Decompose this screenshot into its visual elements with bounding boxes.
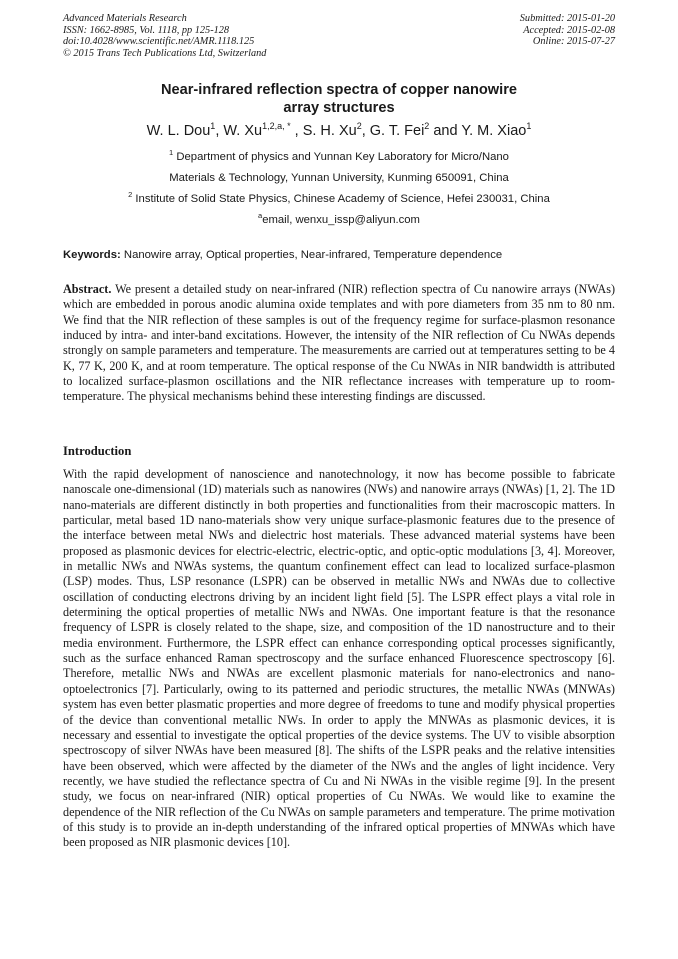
affiliation-2 <box>63 192 615 206</box>
author-name: W. L. Dou <box>146 123 211 139</box>
issn-volume: ISSN: 1662-8985, Vol. 1118, pp 125-128 <box>63 24 230 36</box>
keywords-text: Nanowire array, Optical properties, Near-infrared, Temperature dependence <box>123 249 503 261</box>
affiliation-text: Institute of Solid State Physics, Chinese Academy of Science, Hefei 230031, China <box>135 193 550 205</box>
affiliation-1-continued <box>63 171 615 185</box>
abstract-text: We present a detailed study on near-infrared (NIR) reflection spectra of Cu nanowire arrays (NWAs) which are embedded in porous anodic alumina oxide templates and with pore diameters from 35 nm to 80 nm. We find that the NIR reflection of these samples is out of the frequency regime for surface-plasmon resonance induced by intra- and inter-band excitations. However, the intensity of the NIR reflection of Cu NWAs depends strongly on sample parameters and temperature. The measurements are carried out at temperatures setting to be 4 K, 77 K, 200 K, and at room temperature. The optical response of the Cu NWAs in NIR bandwidth is attributed to localized surface-plasmon oscillations and the NIR reflectance increases with temperature up to room-temperature. The physical mechanisms behind these interesting findings are discussed. <box>63 282 616 404</box>
author-name: Y. M. Xiao <box>461 123 527 139</box>
email-text[interactable]: email, wenxu_issp@aliyun.com <box>262 214 420 226</box>
author-email <box>63 213 615 227</box>
paper-title <box>63 81 615 117</box>
copyright: © 2015 Trans Tech Publications Ltd, Switzerland <box>63 47 267 59</box>
affiliation-mark: 1 <box>169 148 174 157</box>
author-affiliation-mark: 2 <box>356 121 362 131</box>
author-separator: , <box>290 123 303 139</box>
online-date: Online: 2015-07-27 <box>532 36 615 48</box>
author-separator: , <box>215 123 224 139</box>
accepted-date: Accepted: 2015-02-08 <box>523 24 615 36</box>
keywords <box>63 248 615 262</box>
abstract <box>63 282 615 405</box>
abstract-label: Abstract. <box>63 282 112 296</box>
submitted-date: Submitted: 2015-01-20 <box>519 13 615 24</box>
author-affiliation-mark: 1 <box>210 121 216 131</box>
author-name: W. Xu <box>223 123 263 139</box>
affiliation-text: Department of physics and Yunnan Key Laboratory for Micro/Nano <box>176 151 509 163</box>
author-list <box>63 122 615 140</box>
keywords-label: Keywords: <box>63 249 121 261</box>
introduction-heading: Introduction <box>63 444 132 458</box>
author-affiliation-mark: 1,2,a, * <box>262 121 291 131</box>
doi-link[interactable]: doi:10.4028/www.scientific.net/AMR.1118.125 <box>63 36 255 48</box>
affiliation-1 <box>63 150 615 164</box>
author-separator: , <box>361 123 370 139</box>
introduction-body <box>63 467 615 851</box>
publication-dates <box>375 13 615 48</box>
title-line-1: Near-infrared reflection spectra of copper nanowire <box>160 82 517 98</box>
journal-info <box>63 13 363 59</box>
author-name: G. T. Fei <box>369 123 425 139</box>
author-affiliation-mark: 2 <box>424 121 430 131</box>
author-affiliation-mark: 1 <box>526 121 532 131</box>
title-line-2: array structures <box>283 100 395 116</box>
email-mark: a <box>258 211 263 220</box>
author-name: S. H. Xu <box>302 123 357 139</box>
affiliation-text: Materials & Technology, Yunnan University, Kunming 650091, China <box>169 172 509 184</box>
journal-name: Advanced Materials Research <box>63 13 187 24</box>
author-separator: and <box>429 123 462 139</box>
introduction-text: With the rapid development of nanoscience and nanotechnology, it now has become possible to fabricate nanoscale one-dimensional (1D) materials such as nanowires (NWs) and nanowire arrays (NWAs) [1, 2]. The 1D nano-materials are different distinctly in both properties and functionalities from their macroscopic matters. In particular, metal based 1D nano-materials show very unique surface-plasmonic features due to the presence of the interface between metal NWs and dielectric host materials. These advanced material systems have been proposed as plasmonic devices for electric-electric, electric-optic, and optic-optic modulations [3, 4]. Moreover, in metallic NWs and NWAs systems, the quantum confinement effect can lead to localized surface-plasmon (LSP) modes. Thus, LSP resonance (LSPR) can be observed in metallic NWs and NWAs due to collective oscillation of conducting electrons driving by an incident light field [5]. The LSPR effect plays a vital role in determining the optical properties of metallic NWs and NWAs. One important feature is that the resonance frequency of LSPR is closely related to the shape, size, and composition of the 1D nanostructure and to their media environment. Furthermore, the LSPR effect can enhance corresponding optical processes significantly, such as the surface enhanced Raman spectroscopy and the surface enhanced Fluorescence spectroscopy [6]. Therefore, metallic NWs and NWAs are excellent plasmonic materials for nano-electronics and nano-optoelectronics [7]. Particularly, owing to its patterned and periodic structures, the metallic NWAs (MNWAs) system has even better plasmatic properties and more degree of freedoms to tune and modify physical properties of the device than conventional metallic NWs. In order to apply the MNWAs as plasmonic devices, it is necessary and essential to investigate the optical properties of the device systems. The UV to visible absorption spectroscopy of silver NWAs have been measured [8]. The shifts of the LSPR peaks and the relative intensities have been observed, which were affected by the diameter of the NWs and the angles of light incidence. Very recently, we have studied the reflectance spectra of Cu and Ni NWAs in the visible regime [9]. In the present study, we focus on near-infrared (NIR) optical properties of Cu NWAs. We would like to examine the dependence of the NIR reflection of the Cu NWAs on sample parameters and temperature. The prime motivation of this study is to provide an in-depth understanding of the infrared optical properties of MNWAs which have been proposed as NIR plasmonic devices [10]. <box>63 467 615 850</box>
affiliation-mark: 2 <box>128 190 133 199</box>
